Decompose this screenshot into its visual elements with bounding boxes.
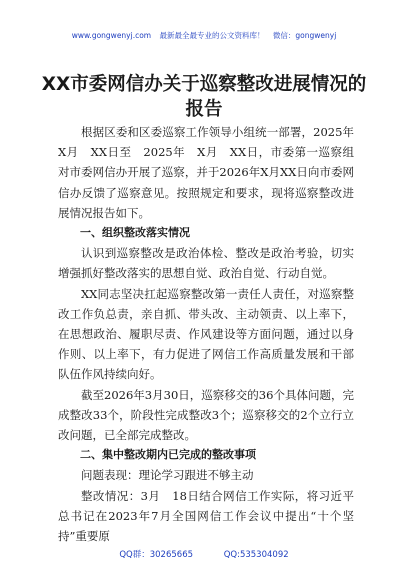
document-body xyxy=(58,122,366,546)
header-site-link[interactable]: www.gongwenyj.com xyxy=(71,31,152,40)
footer-qq-group: QQ群：30265665 xyxy=(119,550,194,560)
title-line-2: 报告 xyxy=(185,99,223,120)
section-heading: 二、集中整改期内已完成的整改事项 xyxy=(80,448,256,462)
paragraph: XX同志坚决扛起巡察整改第一责任人责任，对巡察整改工作负总责，亲自抓、带头改、主动领责、以上率下，在思想政治、履职尽责、作风建设等方面问题，通过以身作则、以上率下，有力促进了网信工作高质量发展和干部队伍作风持续向好。 xyxy=(58,286,354,382)
paragraph: 整改情况：3月 18日结合网信工作实际，将习近平总书记在2023年7月全国网信工作会议中提出“十个坚持”重要原 xyxy=(58,488,354,544)
document-title xyxy=(40,72,368,122)
paragraph: 认识到巡察整改是政治体检、整改是政治考验，切实增强抓好整改落实的思想自觉、政治自觉、行动自觉。 xyxy=(58,246,354,281)
header-slogan: 最新最全最专业的公文资料库！ xyxy=(159,31,265,40)
title-line-1: XX市委网信办关于巡察整改进展情况的 xyxy=(41,74,367,95)
page-footer xyxy=(0,548,408,560)
paragraph: 根据区委和区委巡察工作领导小组统一部署，2025年 X月 XX日至 2025年 X月 XX日，市委第一巡察组对市委网信办开展了巡察，并于2026年X月XX日向市委网信办反馈了巡察意见。按照规定和要求，现将巡察整改进展情况报告如下。 xyxy=(58,125,366,220)
footer-qq: QQ:535304092 xyxy=(223,550,289,560)
paragraph: 截至2026年3月30日，巡察移交的36个具体问题，完成整改33个，阶段性完成整改3个；巡察移交的2个立行立改问题，已全部完成整改。 xyxy=(58,387,354,443)
page-header xyxy=(0,30,408,41)
paragraph: 问题表现：理论学习跟进不够主动 xyxy=(81,468,254,483)
header-wechat: 微信：gongwenyj xyxy=(272,31,337,40)
section-heading: 一、组织整改落实情况 xyxy=(80,226,190,240)
